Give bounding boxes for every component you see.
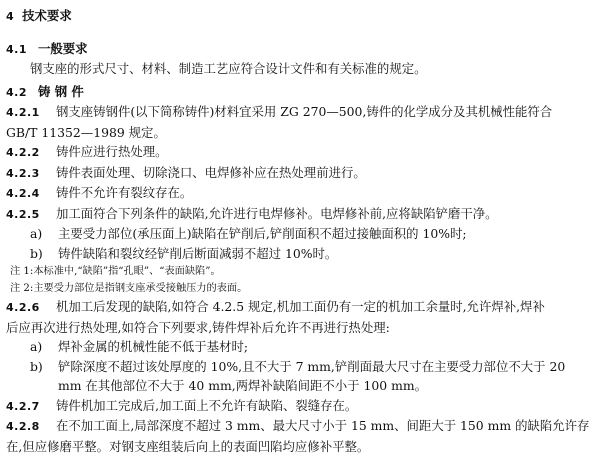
list-item	[6, 337, 594, 357]
clause-continuation: GB/T 11352—1989 规定。	[6, 123, 594, 143]
list-marker: b)	[30, 244, 58, 264]
clause-number: 4.2.4	[6, 184, 56, 204]
clause-text: 铸件机加工完成后,加工面上不允许有缺陷、裂缝存在。	[56, 398, 357, 413]
subsection-4-1-heading	[6, 39, 594, 60]
clause-4-2-5	[6, 204, 594, 225]
clause-continuation: 后应再次进行热处理,如符合下列要求,铸件焊补后允许不再进行热处理:	[6, 318, 594, 338]
clause-4-2-6	[6, 297, 594, 318]
clause-text: 钢支座铸钢件(以下简称铸件)材料宜采用 ZG 270—500,铸件的化学成分及其机械性能符合	[56, 104, 552, 119]
paragraph-text: 钢支座的形式尺寸、材料、制造工艺应符合设计文件和有关标准的规定。	[6, 59, 594, 79]
clause-text: 铸件表面处理、切除浇口、电焊修补应在热处理前进行。	[56, 165, 366, 180]
clause-4-2-3	[6, 163, 594, 184]
note-2: 注 2:主要受力部位是指钢支座承受接触压力的表面。	[6, 280, 594, 297]
section-heading	[6, 6, 594, 27]
clause-text: 铸件应进行热处理。	[56, 144, 168, 159]
list-item-text: 焊补金属的机械性能不低于基材时;	[58, 339, 248, 354]
section-number: 4	[6, 10, 14, 23]
clause-number: 4.2.8	[6, 417, 56, 437]
clause-text: 铸件不允许有裂纹存在。	[56, 185, 192, 200]
clause-continuation: 在,但应修磨平整。对钢支座组装后向上的表面凹陷均应修补平整。	[6, 437, 594, 456]
list-marker: b)	[30, 357, 58, 377]
list-item-text: 主要受力部位(承压面上)缺陷在铲削后,铲削面积不超过接触面积的 10%时;	[58, 226, 467, 241]
list-item-text: 铲除深度不超过该处厚度的 10%,且不大于 7 mm,铲削面最大尺寸在主要受力部位不大于 20	[58, 359, 565, 374]
clause-text: 加工面符合下列条件的缺陷,允许进行电焊修补。电焊修补前,应将缺陷铲磨干净。	[56, 206, 498, 221]
list-item	[6, 357, 594, 377]
section-title: 技术要求	[22, 8, 72, 23]
clause-4-2-8	[6, 416, 594, 437]
list-marker: a)	[30, 224, 58, 244]
clause-4-2-2	[6, 142, 594, 163]
clause-number: 4.2.3	[6, 164, 56, 184]
clause-number: 4.2.1	[6, 103, 56, 123]
subsection-title: 一般要求	[38, 41, 88, 56]
clause-text: 机加工后发现的缺陷,如符合 4.2.5 规定,机加工面仍有一定的机加工余量时,允许焊补,焊补	[56, 299, 545, 314]
note-1: 注 1:本标准中,“缺陷”指“孔眼”、“表面缺陷”。	[6, 263, 594, 280]
clause-text: 在不加工面上,局部深度不超过 3 mm、最大尺寸小于 15 mm、间距大于 150 mm 的缺陷允许存	[56, 418, 589, 433]
subsection-title: 铸 钢 件	[38, 84, 84, 99]
clause-number: 4.2.6	[6, 298, 56, 318]
list-marker: a)	[30, 337, 58, 357]
list-item	[6, 244, 594, 264]
clause-number: 4.2.5	[6, 205, 56, 225]
subsection-4-2-heading	[6, 82, 594, 103]
subsection-number: 4.1	[6, 40, 38, 60]
clause-4-2-1	[6, 102, 594, 123]
clause-4-2-7	[6, 396, 594, 417]
list-item-continuation: mm 在其他部位不大于 40 mm,两焊补缺陷间距不小于 100 mm。	[6, 376, 594, 396]
clause-4-2-4	[6, 183, 594, 204]
list-item-text: 铸件缺陷和裂纹经铲削后断面减弱不超过 10%时。	[58, 246, 337, 261]
subsection-number: 4.2	[6, 83, 38, 103]
clause-number: 4.2.2	[6, 143, 56, 163]
list-item	[6, 224, 594, 244]
clause-number: 4.2.7	[6, 397, 56, 417]
